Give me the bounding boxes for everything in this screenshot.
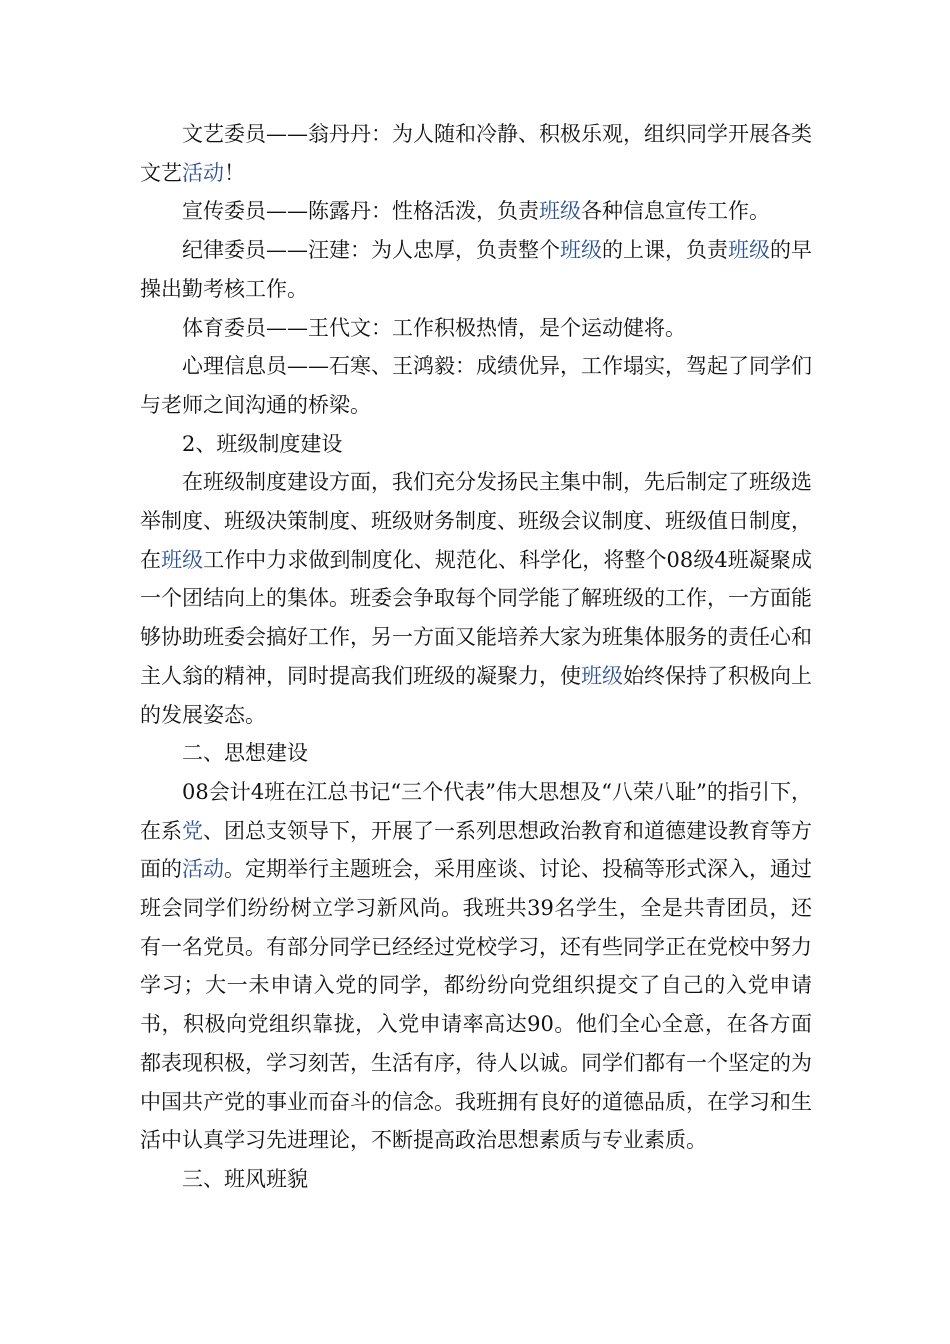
- highlighted-term: 党: [182, 818, 203, 843]
- paragraph-tiyu: [140, 309, 812, 348]
- highlighted-term: 活动: [182, 160, 224, 185]
- text-run: 体育委员——王代文：工作积极热情，是个运动健将。: [182, 315, 686, 340]
- paragraph-wenyi: [140, 115, 812, 192]
- paragraph-xuanchuan: [140, 192, 812, 231]
- heading-text: 三、班风班貌: [182, 1166, 308, 1191]
- section-heading-class-system: [140, 425, 812, 464]
- text-run: 的早操出勤考核工作。: [140, 238, 812, 301]
- paragraph-zhidu: [140, 463, 812, 734]
- section-heading-ideology: [140, 734, 812, 773]
- text-run: 心理信息员——石寒、王鸿毅：成绩优异，工作塌实，驾起了同学们与老师之间沟通的桥梁。: [140, 354, 812, 417]
- paragraph-xinli: [140, 347, 812, 424]
- paragraph-sixiang: [140, 773, 812, 1160]
- text-run: 工作中力求做到制度化、规范化、科学化，将整个08级4班凝聚成一个团结向上的集体。班委会争取每个同学能了解班级的工作，一方面能够协助班委会搞好工作，另一方面又能培养大家为班集体服务的责任心和主人翁的精神，同时提高我们班级的凝聚力，使: [140, 547, 812, 688]
- highlighted-term: 班级: [539, 199, 581, 224]
- text-run: 文艺委员——翁丹丹：为人随和冷静、积极乐观，组织同学开展各类文艺: [140, 122, 812, 185]
- heading-text: 二、思想建设: [182, 741, 308, 766]
- paragraph-jilv: [140, 231, 812, 308]
- highlighted-term: 班级: [728, 238, 770, 263]
- heading-text: 2、班级制度建设: [182, 431, 343, 456]
- text-run: 。定期举行主题班会，采用座谈、讨论、投稿等形式深入，通过班会同学们纷纷树立学习新风尚。我班共39名学生，全是共青团员，还有一名党员。有部分同学已经经过党校学习，还有些同学正在党校中努力学习；大一未申请入党的同学，都纷纷向党组织提交了自己的入党申请书，积极向党组织靠拢，入党申请率高达90。他们全心全意，在各方面都表现积极，学习刻苦，生活有序，待人以诚。同学们都有一个坚定的为中国共产党的事业而奋斗的信念。我班拥有良好的道德品质，在学习和生活中认真学习先进理论，不断提高政治思想素质与专业素质。: [140, 857, 812, 1153]
- highlighted-term: 班级: [581, 663, 623, 688]
- highlighted-term: 班级: [161, 547, 204, 572]
- text-run: 、团总支领导下，开展了一系列思想政治教育和道德建设教育等方面的: [140, 818, 812, 882]
- text-run: 宣传委员——陈露丹：性格活泼，负责: [182, 199, 539, 224]
- text-run: 始终保持了积极向上的发展姿态。: [140, 663, 812, 727]
- highlighted-term: 班级: [560, 238, 602, 263]
- text-run: 纪律委员——汪建：为人忠厚，负责整个: [182, 238, 560, 263]
- document-page: [140, 115, 812, 1199]
- text-run: ！: [224, 160, 245, 185]
- section-heading-class-style: [140, 1160, 812, 1199]
- text-run: 的上课，负责: [602, 238, 728, 263]
- highlighted-term: 活动: [182, 857, 224, 882]
- text-run: 在班级制度建设方面，我们充分发扬民主集中制，先后制定了班级选举制度、班级决策制度、班级财务制度、班级会议制度、班级值日制度，在: [140, 470, 812, 572]
- text-run: 各种信息宣传工作。: [581, 199, 770, 224]
- text-run: 08会计4班在江总书记“三个代表”伟大思想及“八荣八耻”的指引下，在系: [140, 779, 812, 843]
